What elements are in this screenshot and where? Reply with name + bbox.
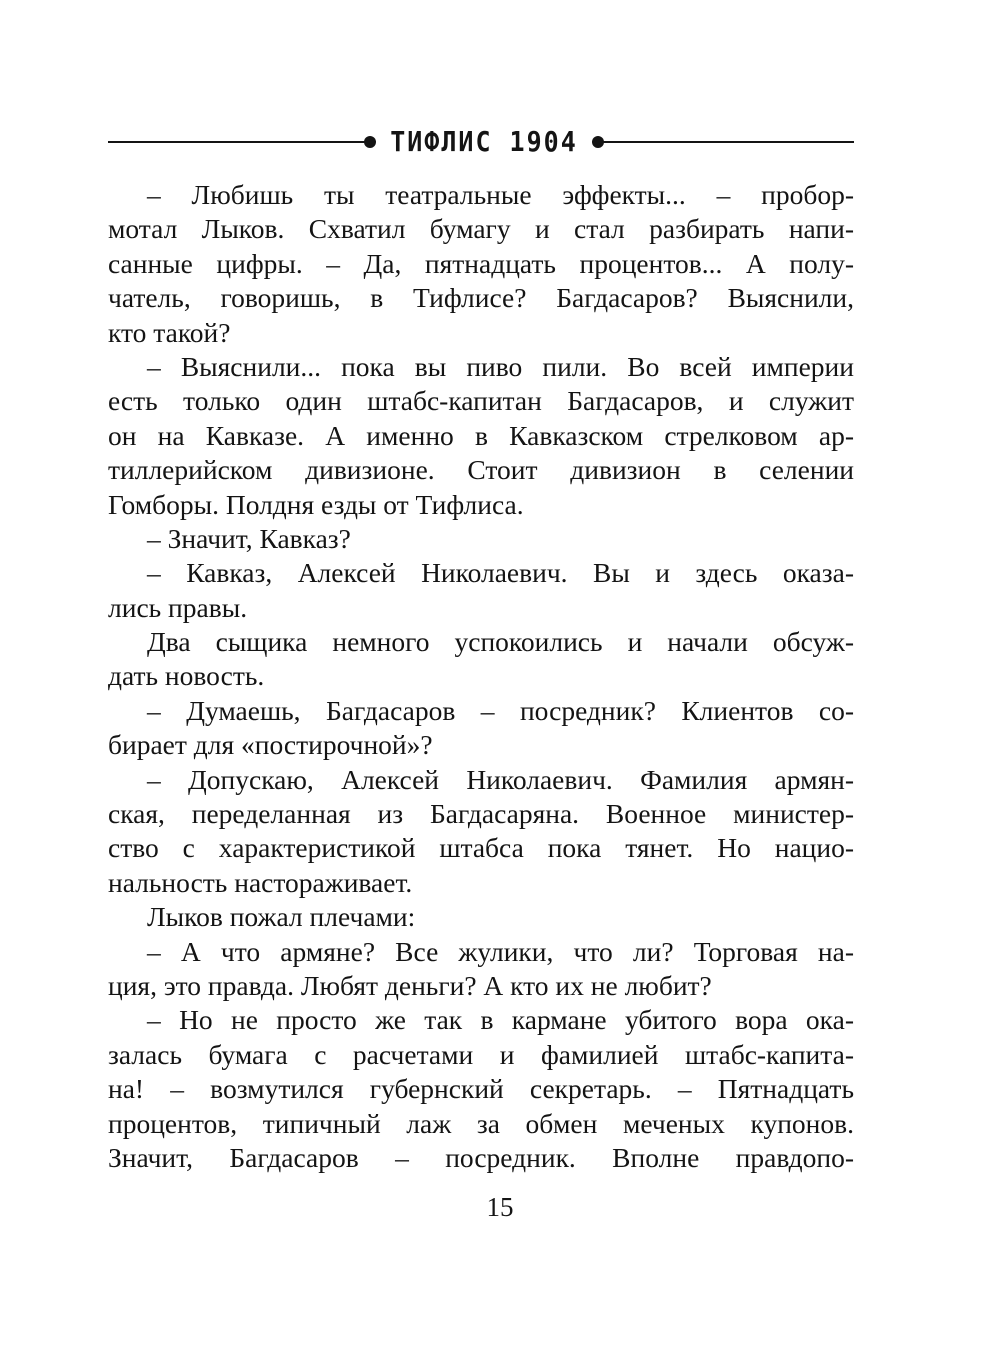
- text-line: он на Кавказе. А именно в Кавказском стрелковом ар-: [108, 419, 854, 451]
- running-header: [108, 124, 854, 160]
- text-line: ство с характеристикой штабса пока тянет. Но нацио-: [108, 832, 854, 864]
- text-line: есть только один штабс-капитан Багдасаров, и служит: [108, 385, 854, 417]
- text-line: ция, это правда. Любят деньги? А кто их не любит?: [108, 969, 712, 1001]
- text-line: залась бумага с расчетами и фамилией штабс-капита-: [108, 1038, 854, 1070]
- body-text: [108, 178, 854, 1175]
- text-line: нальность настораживает.: [108, 866, 413, 898]
- text-line: Гомборы. Полдня езды от Тифлиса.: [108, 488, 524, 520]
- text-line: процентов, типичный лаж за обмен меченых купонов.: [108, 1107, 854, 1139]
- text-line: тиллерийском дивизионе. Стоит дивизион в селении: [108, 454, 854, 486]
- header-bullet-left: [364, 136, 376, 148]
- text-line: мотал Лыков. Схватил бумагу и стал разбирать напи-: [108, 213, 854, 245]
- text-line: ская, переделанная из Багдасаряна. Военное министер-: [108, 798, 854, 830]
- text-line: – Выяснили... пока вы пиво пили. Во всей империи: [147, 350, 854, 382]
- text-line: – Кавказ, Алексей Николаевич. Вы и здесь оказа-: [147, 557, 854, 589]
- text-line: чатель, говоришь, в Тифлисе? Багдасаров? Выяснили,: [108, 282, 854, 314]
- text-line: – Но не просто же так в кармане убитого вора ока-: [147, 1004, 854, 1036]
- header-rule-right: [598, 141, 854, 143]
- page-number: 15: [486, 1192, 514, 1222]
- text-line: санные цифры. – Да, пятнадцать процентов... А полу-: [108, 247, 854, 279]
- text-line: – Допускаю, Алексей Николаевич. Фамилия армян-: [147, 763, 854, 795]
- text-line: Два сыщика немного успокоились и начали обсуж-: [147, 626, 854, 658]
- text-line: Лыков пожал плечами:: [147, 901, 416, 933]
- running-title: ТИФЛИС 1904: [390, 125, 578, 158]
- text-line: дать новость.: [108, 660, 265, 692]
- text-line: лись правы.: [108, 591, 248, 623]
- text-line: – Думаешь, Багдасаров – посредник? Клиентов со-: [147, 694, 854, 726]
- text-line: – А что армяне? Все жулики, что ли? Торговая на-: [147, 935, 854, 967]
- header-rule-left: [108, 141, 366, 143]
- text-line: Значит, Багдасаров – посредник. Вполне правдопо-: [108, 1141, 854, 1173]
- text-line: на! – возмутился губернский секретарь. – Пятнадцать: [108, 1073, 854, 1105]
- text-line: – Любишь ты театральные эффекты... – пробор-: [147, 179, 854, 210]
- text-line: – Значит, Кавказ?: [147, 522, 351, 554]
- text-line: бирает для «постирочной»?: [108, 729, 433, 761]
- text-line: кто такой?: [108, 316, 231, 348]
